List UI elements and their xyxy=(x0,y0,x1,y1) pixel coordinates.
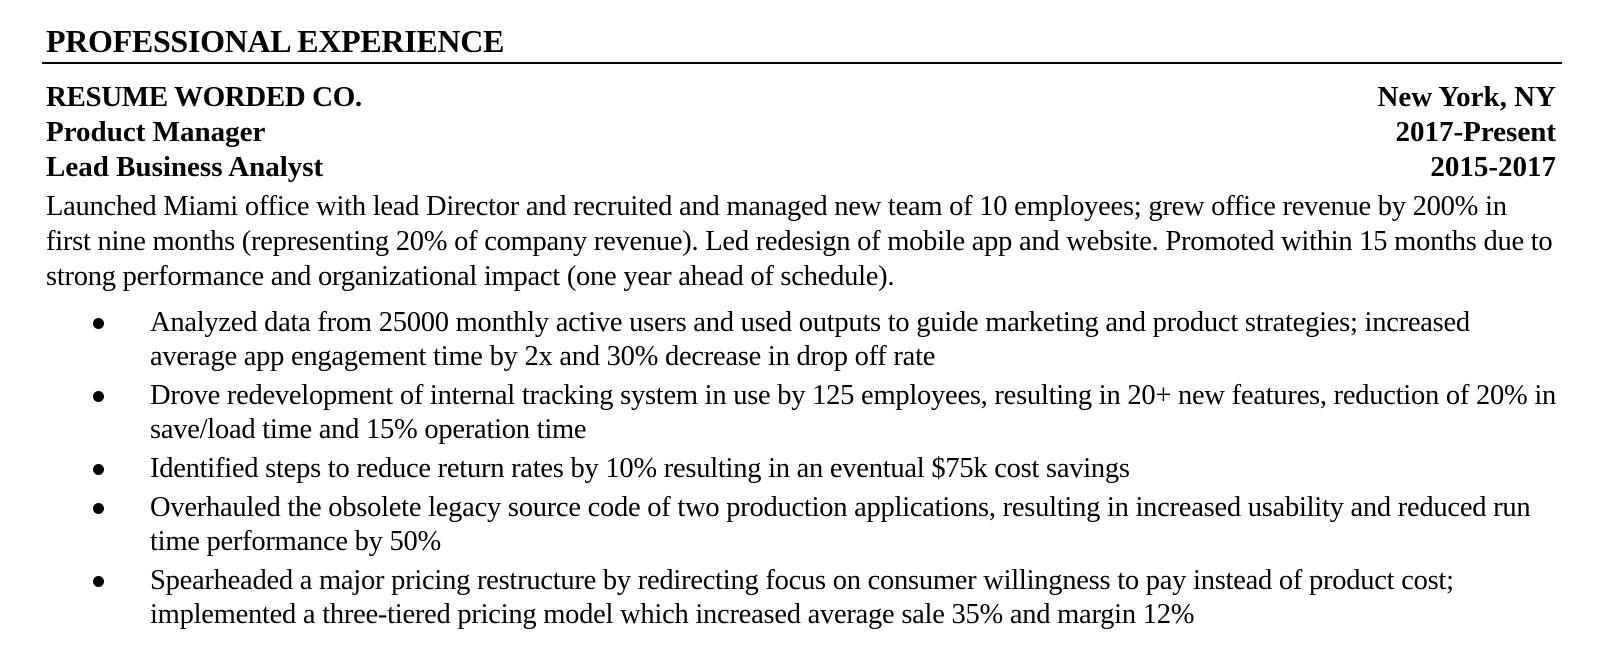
achievement-item xyxy=(46,306,1556,374)
section-title: PROFESSIONAL EXPERIENCE xyxy=(46,23,505,59)
achievement-item xyxy=(46,379,1556,447)
company-location: New York, NY xyxy=(1377,81,1556,113)
achievement-item xyxy=(46,564,1556,632)
company-row xyxy=(46,80,1556,115)
role-summary: Launched Miami office with lead Director and recruited and managed new team of 10 employees; grew office revenue by 200% in first nine months (representing 20% of company revenue). Led redesign of mobile app and website. Promoted within 15 months due to strong performance and organizational impact (one year ahead of schedule). xyxy=(46,191,1553,292)
achievement-text: Overhauled the obsolete legacy source code of two production applications, resulting in increased usability and reduced run time performance by 50% xyxy=(150,492,1531,557)
achievement-item xyxy=(46,491,1556,559)
bullet-icon xyxy=(93,576,104,587)
bullet-icon xyxy=(93,464,104,475)
achievement-list xyxy=(46,306,1556,632)
role-dates: 2015-2017 xyxy=(1430,151,1556,183)
achievement-text: Identified steps to reduce return rates by 10% resulting in an eventual $75k cost savings xyxy=(150,453,1130,484)
achievement-text: Analyzed data from 25000 monthly active users and used outputs to guide marketing and product strategies; increased average app engagement time by 2x and 30% decrease in drop off rate xyxy=(150,307,1470,372)
bullet-icon xyxy=(93,391,104,402)
achievement-text: Drove redevelopment of internal tracking system in use by 125 employees, resulting in 20+ new features, reduction of 20% in save/load time and 15% operation time xyxy=(150,380,1556,445)
role-row xyxy=(46,150,1556,185)
achievement-text: Spearheaded a major pricing restructure by redirecting focus on consumer willingness to pay instead of product cost; implemented a three-tiered pricing model which increased average sale 35% and margin 12% xyxy=(150,565,1454,630)
bullet-icon xyxy=(93,503,104,514)
role-dates: 2017-Present xyxy=(1395,116,1556,148)
role-title: Lead Business Analyst xyxy=(46,151,324,183)
section-divider xyxy=(42,62,1562,64)
role-row xyxy=(46,115,1556,150)
achievement-item xyxy=(46,452,1556,486)
role-title: Product Manager xyxy=(46,116,266,148)
bullet-icon xyxy=(93,318,104,329)
company-name: RESUME WORDED CO. xyxy=(46,81,362,113)
